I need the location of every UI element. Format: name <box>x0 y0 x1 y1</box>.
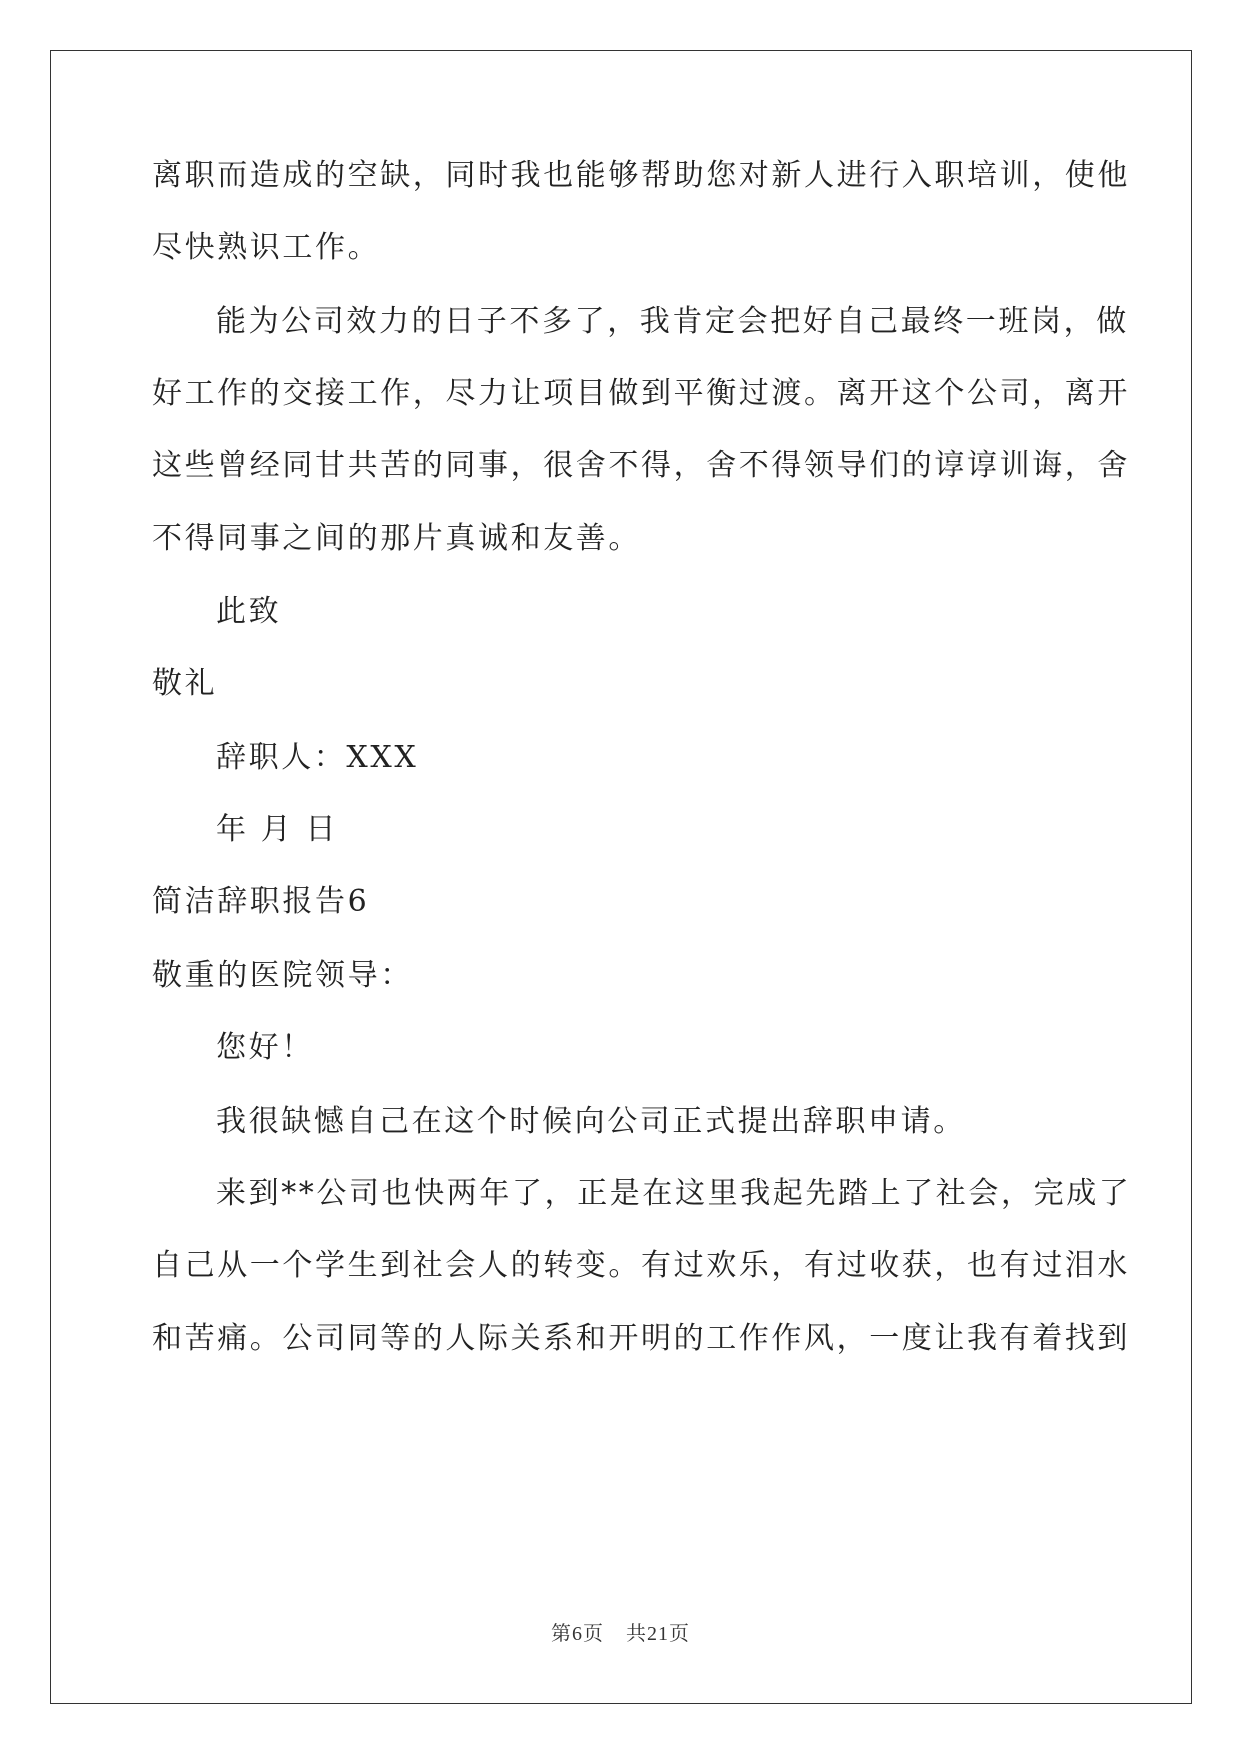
body-text-line: 能为公司效力的日子不多了，我肯定会把好自己最终一班岗，做 <box>216 304 1129 339</box>
page-footer <box>0 1617 1241 1646</box>
page-total: 共21页 <box>626 1623 690 1645</box>
closing-salutation: 此致 <box>216 594 282 629</box>
letter-greeting: 您好！ <box>216 1030 314 1065</box>
body-text-line: 好工作的交接工作，尽力让项目做到平衡过渡。离开这个公司，离开 <box>152 376 1130 411</box>
body-text-line: 我很缺憾自己在这个时候向公司正式提出辞职申请。 <box>216 1104 966 1139</box>
body-text-line: 自己从一个学生到社会人的转变。有过欢乐，有过收获，也有过泪水 <box>152 1248 1130 1283</box>
page-border <box>50 50 1192 1704</box>
page-number: 第6页 <box>551 1623 604 1645</box>
body-text-line: 这些曾经同甘共苦的同事，很舍不得，舍不得领导们的谆谆训诲，舍 <box>152 448 1130 483</box>
letter-recipient: 敬重的医院领导： <box>152 958 413 993</box>
body-text-line: 尽快熟识工作。 <box>152 230 381 265</box>
section-title: 简洁辞职报告6 <box>152 884 370 919</box>
body-text-line: 和苦痛。公司同等的人际关系和开明的工作作风，一度让我有着找到 <box>152 1321 1130 1356</box>
closing-regards: 敬礼 <box>152 666 218 701</box>
body-text-line: 来到**公司也快两年了，正是在这里我起先踏上了社会，完成了 <box>216 1176 1132 1211</box>
signature-line: 辞职人：XXX <box>216 740 419 775</box>
body-text-line: 离职而造成的空缺，同时我也能够帮助您对新人进行入职培训，使他 <box>152 158 1130 193</box>
date-line: 年 月 日 <box>216 812 339 847</box>
body-text-line: 不得同事之间的那片真诚和友善。 <box>152 521 641 556</box>
